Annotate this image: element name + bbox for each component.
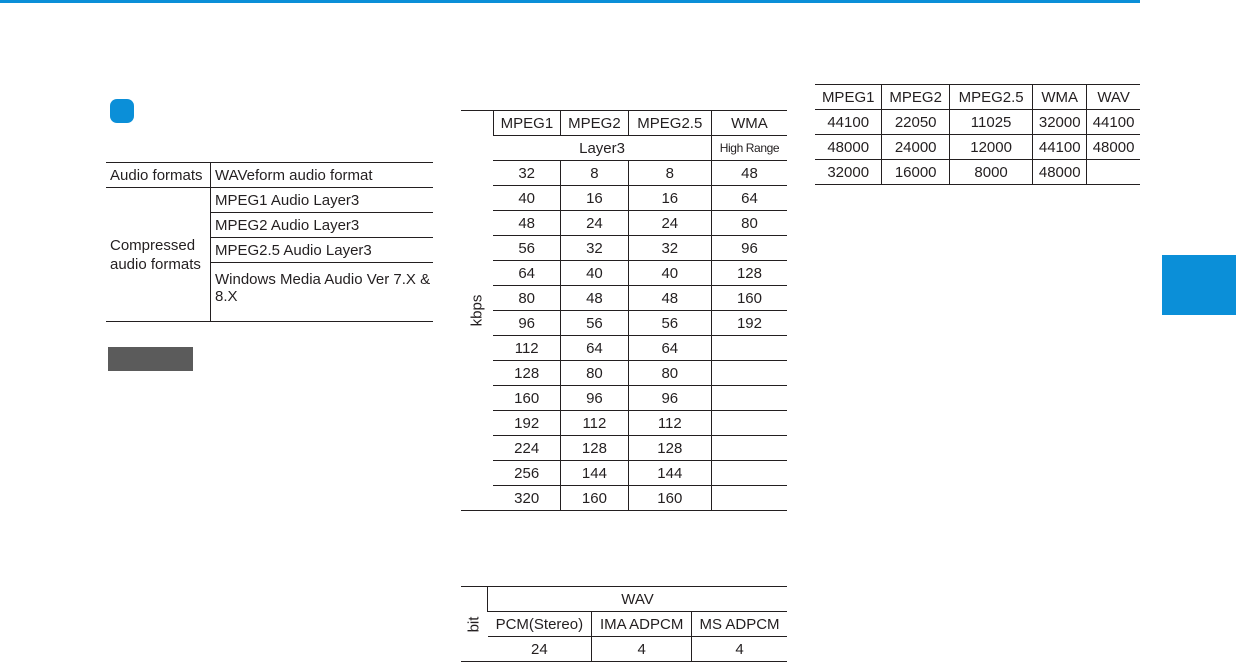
table-row <box>461 161 787 186</box>
table-cell: 16000 <box>882 160 950 185</box>
table-cell: 48 <box>711 161 787 186</box>
table-cell: 40 <box>628 261 711 286</box>
sample-rate-table <box>815 84 1140 185</box>
table-row <box>461 286 787 311</box>
table-cell: 32000 <box>815 160 882 185</box>
table-cell <box>1087 160 1140 185</box>
table-cell: 48000 <box>815 135 882 160</box>
table-row <box>461 236 787 261</box>
table-header-row <box>815 85 1140 110</box>
note-label-box <box>108 347 193 371</box>
column-header: MPEG2 <box>561 111 628 136</box>
table-cell: 224 <box>493 436 560 461</box>
table-cell: 48 <box>628 286 711 311</box>
table-cell: 22050 <box>882 110 950 135</box>
column-header: MPEG2 <box>882 85 950 110</box>
format-item: MPEG1 Audio Layer3 <box>211 188 434 213</box>
table-cell <box>711 461 787 486</box>
table-cell: 48 <box>493 211 560 236</box>
table-cell: 64 <box>493 261 560 286</box>
table-cell <box>711 411 787 436</box>
table-cell: 8 <box>628 161 711 186</box>
table-cell: 56 <box>561 311 628 336</box>
table-cell: 128 <box>493 361 560 386</box>
column-header: MPEG2.5 <box>628 111 711 136</box>
formats-row-label: Audio formats <box>106 163 211 188</box>
table-cell: 64 <box>561 336 628 361</box>
table-cell: 64 <box>711 186 787 211</box>
formats-row-value: WAVeform audio format <box>211 163 434 188</box>
table-cell: 11025 <box>949 110 1032 135</box>
table-cell: 32 <box>493 161 560 186</box>
table-cell: 96 <box>628 386 711 411</box>
table-cell: 112 <box>561 411 628 436</box>
table-row <box>815 135 1140 160</box>
table-cell: 32 <box>561 236 628 261</box>
table-subheader-row <box>461 136 787 161</box>
format-item: MPEG2 Audio Layer3 <box>211 213 434 238</box>
table-row <box>461 336 787 361</box>
table-cell: 160 <box>628 486 711 511</box>
table-row <box>106 163 433 188</box>
section-bullet-icon <box>110 99 134 123</box>
table-cell: 4 <box>592 637 692 662</box>
table-cell: 24 <box>628 211 711 236</box>
table-row <box>461 411 787 436</box>
table-cell: 16 <box>628 186 711 211</box>
compressed-formats-label: Compressed audio formats <box>106 188 211 322</box>
table-cell: 32 <box>628 236 711 261</box>
table-cell: 40 <box>561 261 628 286</box>
table-cell: 192 <box>711 311 787 336</box>
table-row <box>461 261 787 286</box>
table-cell: 112 <box>628 411 711 436</box>
wav-header: WAV <box>488 587 788 612</box>
table-cell: 56 <box>628 311 711 336</box>
kbps-axis-label: kbps <box>461 111 493 511</box>
table-cell: 80 <box>711 211 787 236</box>
table-cell: 128 <box>711 261 787 286</box>
table-cell: 40 <box>493 186 560 211</box>
table-row <box>461 461 787 486</box>
table-cell <box>711 386 787 411</box>
high-range-subheader: High Range <box>711 136 787 161</box>
table-cell: 160 <box>493 386 560 411</box>
table-cell: 128 <box>561 436 628 461</box>
table-row <box>106 188 433 213</box>
bitrate-table <box>461 110 787 511</box>
table-row <box>461 637 787 662</box>
table-cell: 44100 <box>815 110 882 135</box>
column-header: PCM(Stereo) <box>488 612 592 637</box>
bit-axis-label: bit <box>461 587 488 662</box>
table-cell: 160 <box>561 486 628 511</box>
table-subheader-row <box>461 612 787 637</box>
table-cell: 80 <box>561 361 628 386</box>
chapter-side-tab <box>1162 255 1236 315</box>
column-header: MPEG1 <box>493 111 560 136</box>
table-cell <box>711 336 787 361</box>
table-cell <box>711 486 787 511</box>
table-row <box>815 110 1140 135</box>
table-cell: 96 <box>493 311 560 336</box>
table-cell: 4 <box>692 637 787 662</box>
table-cell: 48 <box>561 286 628 311</box>
table-row <box>815 160 1140 185</box>
table-cell: 12000 <box>949 135 1032 160</box>
table-cell: 24 <box>561 211 628 236</box>
table-cell: 256 <box>493 461 560 486</box>
format-item: MPEG2.5 Audio Layer3 <box>211 238 434 263</box>
table-row <box>461 486 787 511</box>
table-header-row <box>461 111 787 136</box>
table-header-row <box>461 587 787 612</box>
table-row <box>461 436 787 461</box>
table-cell: 160 <box>711 286 787 311</box>
table-cell: 112 <box>493 336 560 361</box>
table-cell: 32000 <box>1033 110 1087 135</box>
table-cell: 8 <box>561 161 628 186</box>
table-cell: 44100 <box>1087 110 1140 135</box>
table-cell: 128 <box>628 436 711 461</box>
table-row <box>461 211 787 236</box>
table-cell: 48000 <box>1087 135 1140 160</box>
audio-formats-table <box>106 162 433 322</box>
column-header: IMA ADPCM <box>592 612 692 637</box>
bit-depth-table <box>461 586 787 662</box>
table-cell: 24 <box>488 637 592 662</box>
column-header: MPEG1 <box>815 85 882 110</box>
table-cell: 320 <box>493 486 560 511</box>
table-cell: 44100 <box>1033 135 1087 160</box>
table-row <box>461 186 787 211</box>
table-cell: 56 <box>493 236 560 261</box>
column-header: MPEG2.5 <box>949 85 1032 110</box>
layer3-subheader: Layer3 <box>493 136 711 161</box>
table-cell: 64 <box>628 336 711 361</box>
table-cell: 192 <box>493 411 560 436</box>
top-rule <box>0 0 1140 3</box>
column-header: WMA <box>1033 85 1087 110</box>
table-cell: 96 <box>711 236 787 261</box>
table-cell: 144 <box>561 461 628 486</box>
table-cell <box>711 361 787 386</box>
table-cell <box>711 436 787 461</box>
table-cell: 48000 <box>1033 160 1087 185</box>
table-cell: 80 <box>628 361 711 386</box>
table-cell: 80 <box>493 286 560 311</box>
column-header: WAV <box>1087 85 1140 110</box>
format-item: Windows Media Audio Ver 7.X & 8.X <box>211 263 434 322</box>
column-header: MS ADPCM <box>692 612 787 637</box>
table-row <box>461 361 787 386</box>
table-row <box>461 311 787 336</box>
table-cell: 24000 <box>882 135 950 160</box>
column-header: WMA <box>711 111 787 136</box>
table-cell: 8000 <box>949 160 1032 185</box>
table-cell: 16 <box>561 186 628 211</box>
table-cell: 96 <box>561 386 628 411</box>
table-row <box>461 386 787 411</box>
table-cell: 144 <box>628 461 711 486</box>
